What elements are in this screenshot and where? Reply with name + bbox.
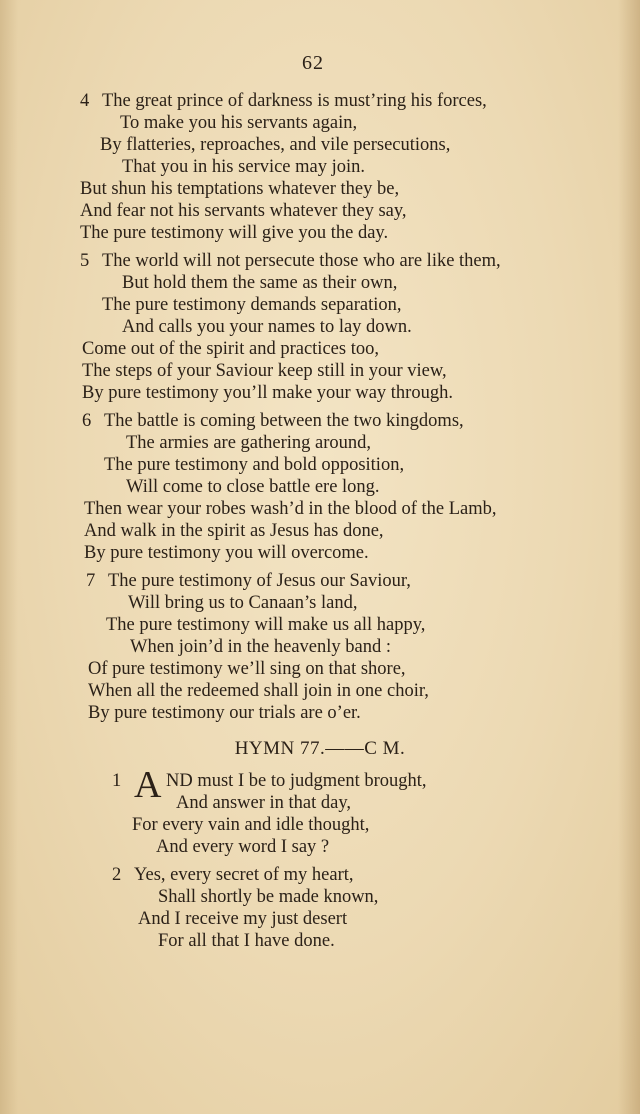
hymn-verse-1-line-4: And every word I say ? <box>156 837 330 857</box>
hymn-verse-2-line-3: And I receive my just desert <box>138 909 348 929</box>
page-edge-left <box>0 0 18 1114</box>
hymn-verse-2-line-4: For all that I have done. <box>158 931 335 951</box>
stanza-5-line-1: 5 The world will not persecute those who are like them, <box>80 251 501 271</box>
stanza-6-line-1: 6 The battle is coming between the two kingdoms, <box>82 411 464 431</box>
verse-number: 2 <box>112 865 122 885</box>
stanza-7-line-5: Of pure testimony we’ll sing on that shore, <box>88 659 406 679</box>
stanza-number: 6 <box>82 411 92 431</box>
stanza-5-line-7: By pure testimony you’ll make your way through. <box>82 383 453 403</box>
stanza-6-line-4: Will come to close battle ere long. <box>126 477 380 497</box>
stanza-5-line-2: But hold them the same as their own, <box>122 273 398 293</box>
stanza-number: 4 <box>80 91 90 111</box>
stanza-7-line-1: 7 The pure testimony of Jesus our Saviour, <box>86 571 411 591</box>
stanza-4-line-7: The pure testimony will give you the day. <box>80 223 389 243</box>
stanza-6-line-6: And walk in the spirit as Jesus has done, <box>84 521 384 541</box>
hymn-verse-1-line-3: For every vain and idle thought, <box>132 815 370 835</box>
stanza-5-line-3: The pure testimony demands separation, <box>102 295 402 315</box>
stanza-4-line-6: And fear not his servants whatever they say, <box>80 201 407 221</box>
hymn-verse-1-number: 1 <box>112 771 122 791</box>
stanza-7-line-7: By pure testimony our trials are o’er. <box>88 703 361 723</box>
stanza-4-line-3: By flatteries, reproaches, and vile persecutions, <box>100 135 451 155</box>
page-number: 62 <box>302 52 324 74</box>
hymn-title: HYMN 77.——C M. <box>234 738 406 759</box>
stanza-4-line-2: To make you his servants again, <box>120 113 358 133</box>
stanza-5-line-4: And calls you your names to lay down. <box>122 317 412 337</box>
stanza-5-line-6: The steps of your Saviour keep still in your view, <box>82 361 447 381</box>
stanza-7-line-6: When all the redeemed shall join in one choir, <box>88 681 429 701</box>
stanza-7-line-4: When join’d in the heavenly band : <box>130 637 391 657</box>
stanza-4-line-1: 4 The great prince of darkness is must’ring his forces, <box>80 91 487 111</box>
stanza-7-line-3: The pure testimony will make us all happy, <box>106 615 426 635</box>
hymn-verse-1-line-1: ND must I be to judgment brought, <box>166 771 427 791</box>
hymn-verse-2-line-1: 2 Yes, every secret of my heart, <box>112 865 354 885</box>
stanza-6-line-3: The pure testimony and bold opposition, <box>104 455 405 475</box>
stanza-7-line-2: Will bring us to Canaan’s land, <box>128 593 358 613</box>
stanza-4-line-5: But shun his temptations whatever they be, <box>80 179 400 199</box>
drop-cap: A <box>134 764 162 806</box>
stanza-6-line-5: Then wear your robes wash’d in the blood of the Lamb, <box>84 499 497 519</box>
page-edge-right <box>618 0 640 1114</box>
stanza-number: 5 <box>80 251 90 271</box>
stanza-6-line-2: The armies are gathering around, <box>126 433 372 453</box>
stanza-4-line-4: That you in his service may join. <box>122 157 366 177</box>
stanza-6-line-7: By pure testimony you will overcome. <box>84 543 369 563</box>
stanza-5-line-5: Come out of the spirit and practices too, <box>82 339 379 359</box>
hymn-verse-2-line-2: Shall shortly be made known, <box>158 887 379 907</box>
stanza-number: 7 <box>86 571 96 591</box>
hymn-verse-1-line-2: And answer in that day, <box>176 793 352 813</box>
